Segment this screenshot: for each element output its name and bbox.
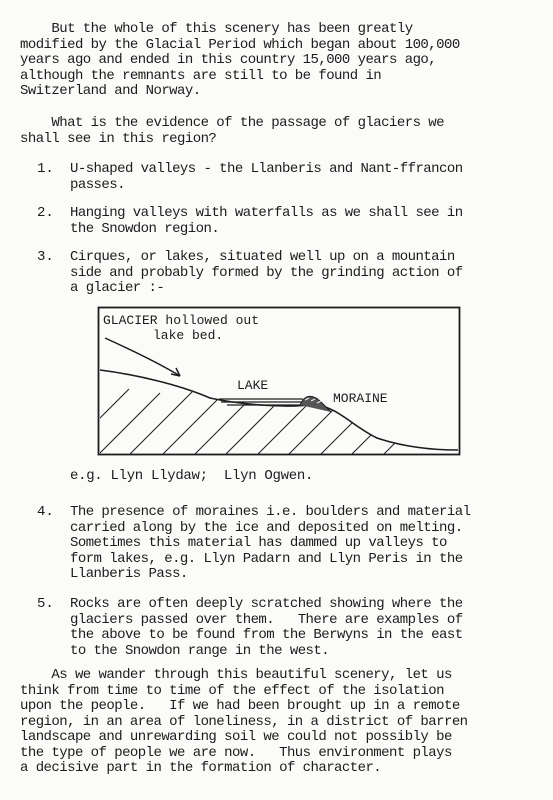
moraine-mound: [300, 396, 331, 412]
glacier-arrow: [105, 338, 180, 376]
item-4-number: 4.: [37, 504, 54, 520]
glacier-label: GLACIER hollowed out: [103, 313, 260, 328]
item-3-number: 3.: [37, 249, 54, 265]
valley-profile: [100, 370, 458, 450]
item-2-number: 2.: [37, 205, 54, 221]
item-5-number: 5.: [37, 596, 54, 612]
item-1-text: U-shaped valleys - the Llanberis and Nant-ffrancon passes.: [70, 161, 463, 193]
cirque-diagram: [97, 306, 461, 458]
moraine-label: MORAINE: [333, 391, 388, 406]
closing-paragraph: As we wander through this beautiful scenery, let us think from time to time of the effect of the isolation upon the people. If we had been brought up in a remote region, in an area of loneliness, in a district of barren landscape and unrewarding soil we could not possibly be the type of people we are now. Thus environment plays a decisive part in the formation of character.: [20, 667, 468, 776]
item-4-text: The presence of moraines i.e. boulders and material carried along by the ice and deposited on melting. Sometimes this material has dammed up valleys to form lakes, e.g. Llyn Padarn and Llyn Peris in the Llanberis Pass.: [70, 504, 471, 582]
lake-water: [219, 399, 303, 405]
question-paragraph: What is the evidence of the passage of glaciers we shall see in this region?: [20, 115, 444, 147]
example-line: e.g. Llyn Llydaw; Llyn Ogwen.: [70, 468, 314, 484]
lake-label: LAKE: [237, 378, 269, 393]
item-5-text: Rocks are often deeply scratched showing where the glaciers passed over them. There are examples of the above to be found from the Berwyns in the east to the Snowdon range in the west.: [70, 596, 463, 659]
intro-paragraph: But the whole of this scenery has been greatly modified by the Glacial Period which began about 100,000 years ago and ended in this country 15,000 years ago, although the remnants are still to be found in Switzerland and Norway.: [20, 21, 460, 99]
item-2-text: Hanging valleys with waterfalls as we shall see in the Snowdon region.: [70, 205, 463, 237]
item-1-number: 1.: [37, 161, 54, 177]
item-3-text: Cirques, or lakes, situated well up on a mountain side and probably formed by the grinding action of a glacier :-: [70, 249, 463, 296]
glacier-label-line-2: lake bed.: [153, 328, 224, 343]
